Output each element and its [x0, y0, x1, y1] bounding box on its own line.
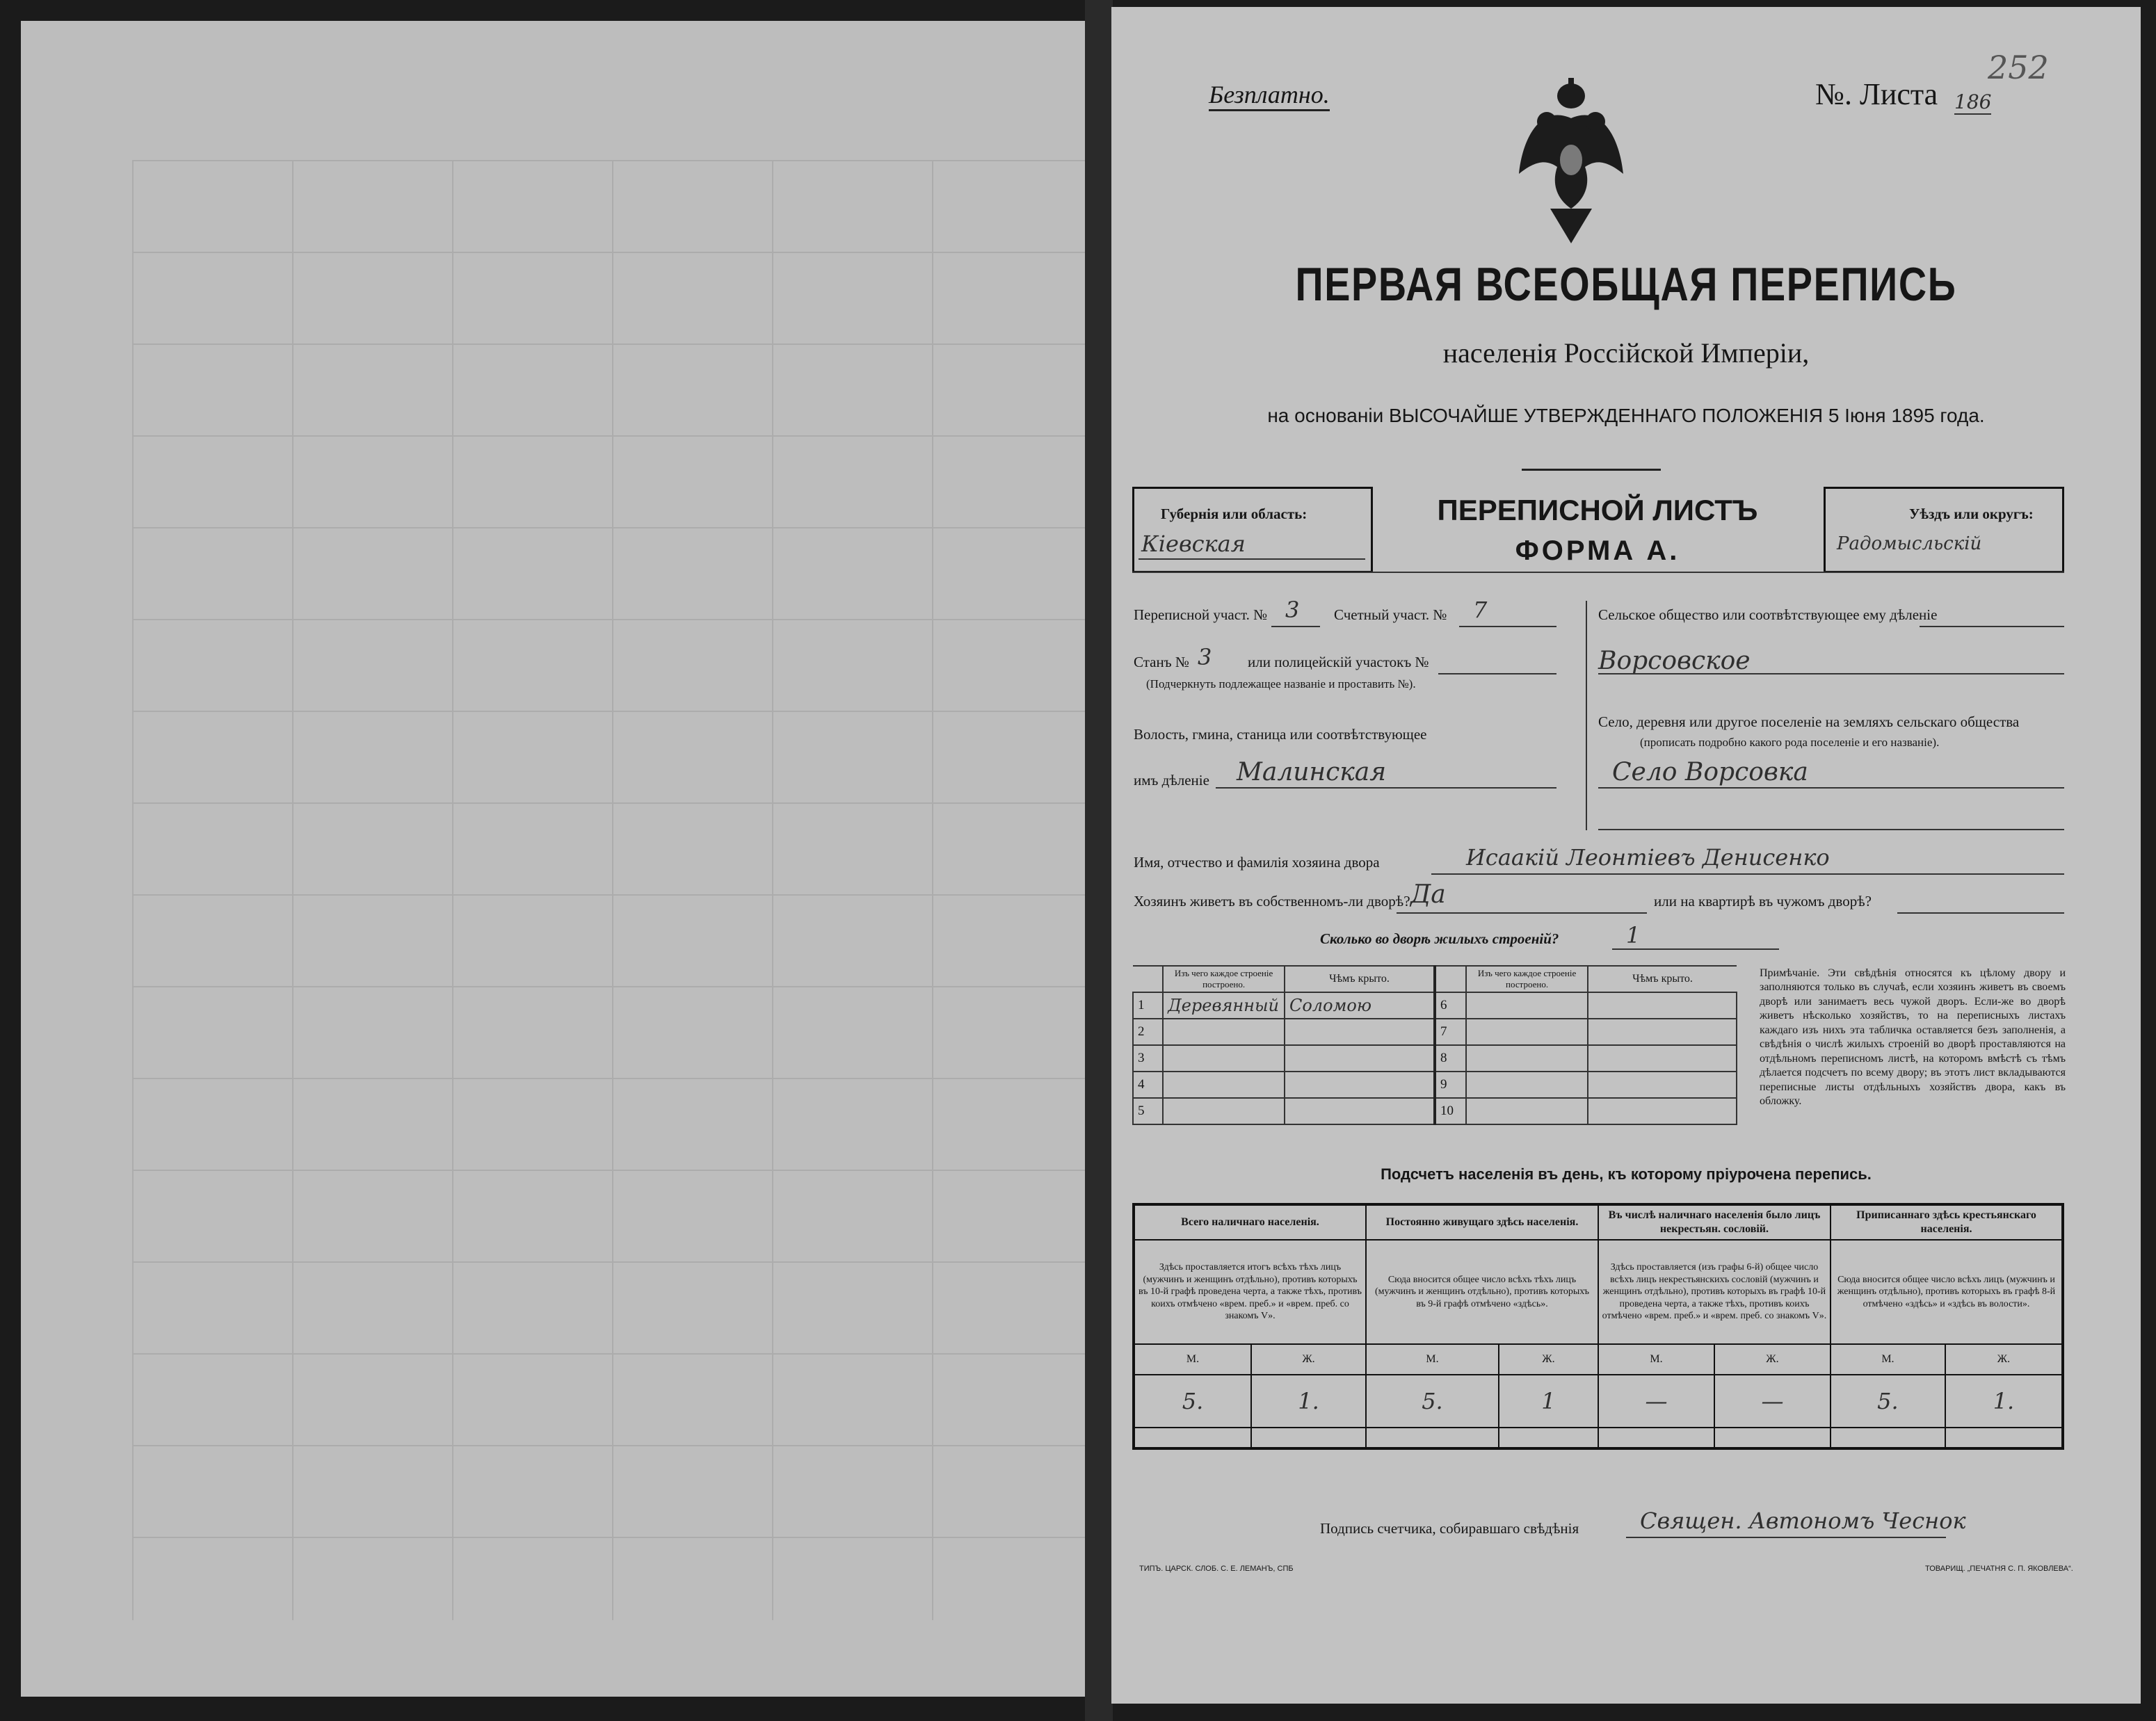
census-district-value: 3	[1285, 597, 1300, 623]
police-district-label: или полицейскій участокъ №	[1248, 654, 1429, 670]
count-header-resident: Постоянно живущаго здѣсь населенія.	[1366, 1204, 1598, 1240]
bleed-through-grid	[132, 160, 1092, 1620]
left-page-blank-sheet	[21, 21, 1110, 1697]
building-1-roof: Соломою	[1285, 992, 1435, 1019]
count-desc-resident: Сюда вносится общее число всѣхъ тѣхъ лицъ (мужчинъ и женщинъ отдѣльно), противъ которыхъ въ 9-й графѣ отмѣчено «здѣсь».	[1366, 1240, 1598, 1344]
society-value: Ворсовское	[1598, 647, 1751, 675]
count-header-non-peasant: Въ числѣ наличнаго населенія было лицъ некрестьян. сословій.	[1598, 1204, 1831, 1240]
gubernia-value: Кіевская	[1141, 531, 1246, 557]
book-gutter	[1085, 0, 1113, 1721]
imperial-eagle-emblem-icon	[1519, 76, 1623, 243]
stan-note: (Подчеркнуть подлежащее названіе и проставить №).	[1146, 677, 1416, 690]
col-material-header-2: Изъ чего каждое строеніе построено.	[1466, 966, 1588, 992]
stan-label: Станъ №	[1134, 654, 1189, 670]
owner-label: Имя, отчество и фамилія хозяина двора	[1134, 854, 1380, 871]
table-row: 2 7	[1133, 1019, 1737, 1045]
volost-label-2: имъ дѣленіе	[1134, 772, 1209, 789]
count-district-value: 7	[1473, 597, 1488, 623]
non-peasant-male: —	[1598, 1375, 1714, 1428]
title-divider	[1522, 469, 1661, 471]
printer-right: ТОВАРИЩ. „ПЕЧАТНЯ С. П. ЯКОВЛЕВА“.	[1925, 1565, 2073, 1573]
registered-male: 5.	[1831, 1375, 1945, 1428]
printer-left: ТИПЪ. ЦАРСК. СЛОБ. С. Е. ЛЕМАНЪ, СПБ	[1139, 1565, 1294, 1573]
volost-value: Малинская	[1237, 758, 1387, 786]
form-subtitle: населенія Россійской Имперіи,	[1442, 337, 1810, 369]
table-row: 4 9	[1133, 1072, 1737, 1098]
count-header-registered: Приписаннаго здѣсь крестьянскаго населенія.	[1831, 1204, 2063, 1240]
buildings-table	[1132, 965, 1737, 1125]
uezd-box	[1824, 487, 2064, 573]
resident-female: 1	[1499, 1375, 1598, 1428]
owner-value: Исаакій Леонтіевъ Денисенко	[1466, 844, 1830, 871]
buildings-count-value: 1	[1626, 922, 1641, 948]
col-material-header: Изъ чего каждое строеніе построено.	[1163, 966, 1285, 992]
non-peasant-female: —	[1714, 1375, 1831, 1428]
table-row: 1 Деревянный Соломою 6	[1133, 992, 1737, 1019]
field-divider	[1586, 601, 1587, 830]
signature-label: Подпись счетчика, собиравшаго свѣдѣнія	[1320, 1520, 1579, 1537]
lives-own-yard-value: Да	[1410, 880, 1446, 909]
total-female: 1.	[1251, 1375, 1366, 1428]
count-district-label: Счетный участ. №	[1334, 606, 1447, 623]
uezd-value: Радомысльскій	[1837, 533, 1982, 554]
village-label: Село, деревня или другое поселеніе на земляхъ сельскаго общества	[1598, 713, 2020, 730]
stan-value: 3	[1198, 644, 1212, 670]
village-note: (прописать подробно какого рода поселеніе и его названіе).	[1640, 736, 1940, 749]
gubernia-label: Губернія или область:	[1161, 506, 1308, 522]
form-basis: на основаніи ВЫСОЧАЙШЕ УТВЕРЖДЕННАГО ПОЛОЖЕНІЯ 5 Іюня 1895 года.	[1267, 405, 1985, 426]
count-title: Подсчетъ населенія въ день, къ которому пріурочена перепись.	[1381, 1165, 1872, 1183]
form-main-title: ПЕРВАЯ ВСЕОБЩАЯ ПЕРЕПИСЬ	[1295, 258, 1957, 311]
uezd-label: Уѣздъ или округъ:	[1909, 506, 2034, 522]
society-label: Сельское общество или соотвѣтствующее ему дѣленіе	[1598, 606, 1938, 623]
registered-female: 1.	[1945, 1375, 2063, 1428]
signature-value: Священ. Автономъ Чеснок	[1640, 1508, 1966, 1534]
resident-male: 5.	[1366, 1375, 1499, 1428]
lives-rented-label: или на квартирѣ въ чужомъ дворѣ?	[1654, 893, 1872, 910]
table-row: 3 8	[1133, 1045, 1737, 1072]
col-roof-header-2: Чѣмъ крыто.	[1588, 966, 1737, 992]
sheet-number-value: 186	[1954, 90, 1992, 113]
page-number: 252	[1988, 49, 2049, 86]
count-desc-registered: Сюда вносится общее число всѣхъ лицъ (мужчинъ и женщинъ отдѣльно), противъ которыхъ въ графѣ 8-й отмѣчено «здѣсь» и «здѣсь въ волости».	[1831, 1240, 2063, 1344]
buildings-count-label: Сколько во дворѣ жилыхъ строеній?	[1320, 930, 1559, 947]
volost-label: Волость, гмина, станица или соотвѣтствующее	[1134, 726, 1427, 743]
census-district-label: Переписной участ. №	[1134, 606, 1268, 623]
building-1-material: Деревянный	[1163, 992, 1285, 1019]
form-name-line1: ПЕРЕПИСНОЙ ЛИСТЪ	[1437, 494, 1758, 526]
form-name-line2: ФОРМА А.	[1515, 535, 1680, 566]
population-count-table: Всего наличнаго населенія. Постоянно живущаго здѣсь населенія. Въ числѣ наличнаго населенія было лицъ некрестьян. сословій. Приписаннаго здѣсь крестьянскаго населенія. Здѣсь проставляется итогъ всѣхъ тѣхъ лицъ (мужчинъ и женщинъ отдѣльно), противъ которыхъ въ 10-й графѣ проведена черта, а также тѣхъ, противъ коихъ отмѣчено «врем. преб.» и «врем. преб. со знакомъ V». Сюда вносится общее число всѣхъ тѣхъ лицъ (мужчинъ и женщинъ отдѣльно), противъ которыхъ въ 9-й графѣ отмѣчено «здѣсь». Здѣсь проставляется (изъ графы 6-й) общее число всѣхъ лицъ некрестьянскихъ сословій (мужчинъ и женщинъ отдѣльно), противъ которыхъ въ графѣ 10-й проведена черта, а также тѣхъ, противъ коихъ отмѣчено «врем. преб.» и «врем. преб. со знакомъ V». Сюда вносится общее число всѣхъ лицъ (мужчинъ и женщинъ отдѣльно), противъ которыхъ въ графѣ 8-й отмѣчено «здѣсь» и «здѣсь въ волости». М. Ж. М. Ж. М. Ж. М. Ж. 5. 1. 5. 1 — — 5. 1.	[1132, 1203, 2064, 1450]
gubernia-box	[1132, 487, 1373, 573]
count-values-row	[1134, 1375, 2063, 1428]
count-desc-total: Здѣсь проставляется итогъ всѣхъ тѣхъ лицъ (мужчинъ и женщинъ отдѣльно), противъ которыхъ въ 10-й графѣ проведена черта, а также тѣхъ, противъ коихъ отмѣчено «врем. преб.» и «врем. преб. со знакомъ V».	[1134, 1240, 1366, 1344]
count-desc-non-peasant: Здѣсь проставляется (изъ графы 6-й) общее число всѣхъ лицъ некрестьянскихъ сословій (мужчинъ и женщинъ отдѣльно), противъ которыхъ въ графѣ 10-й проведена черта, а также тѣхъ, противъ коихъ отмѣчено «врем. преб.» и «врем. преб. со знакомъ V».	[1598, 1240, 1831, 1344]
col-roof-header: Чѣмъ крыто.	[1285, 966, 1435, 992]
table-row: 5 10	[1133, 1098, 1737, 1124]
lives-own-yard-label: Хозяинъ живетъ въ собственномъ-ли дворѣ?	[1134, 893, 1410, 910]
sheet-number-label: №. Листа	[1815, 77, 1938, 111]
buildings-note: Примѣчаніе. Эти свѣдѣнія относятся къ цѣлому двору и заполняются только въ случаѣ, если хозяинъ живетъ въ своемъ дворѣ или занимаетъ весь чужой дворъ. Если-же во дворѣ живетъ нѣсколько хозяйствъ, то на переписныхъ листахъ каждаго изъ нихъ эта табличка оставляется безъ заполненія, а свѣдѣнія о числѣ жилыхъ строеній во дворѣ проставляются на отдѣльномъ переписномъ листѣ, на которомъ вмѣстѣ съ тѣмъ дѣлается подсчетъ по всему двору; въ этотъ лист вкладываются переписные листы отдѣльныхъ хозяйствъ двора, какъ въ обложку.	[1760, 967, 2066, 1108]
census-form-sheet	[1111, 7, 2141, 1704]
village-value: Село Ворсовка	[1612, 758, 1808, 786]
count-header-total: Всего наличнаго населенія.	[1134, 1204, 1366, 1240]
total-male: 5.	[1134, 1375, 1251, 1428]
free-label: Безплатно.	[1209, 80, 1330, 111]
